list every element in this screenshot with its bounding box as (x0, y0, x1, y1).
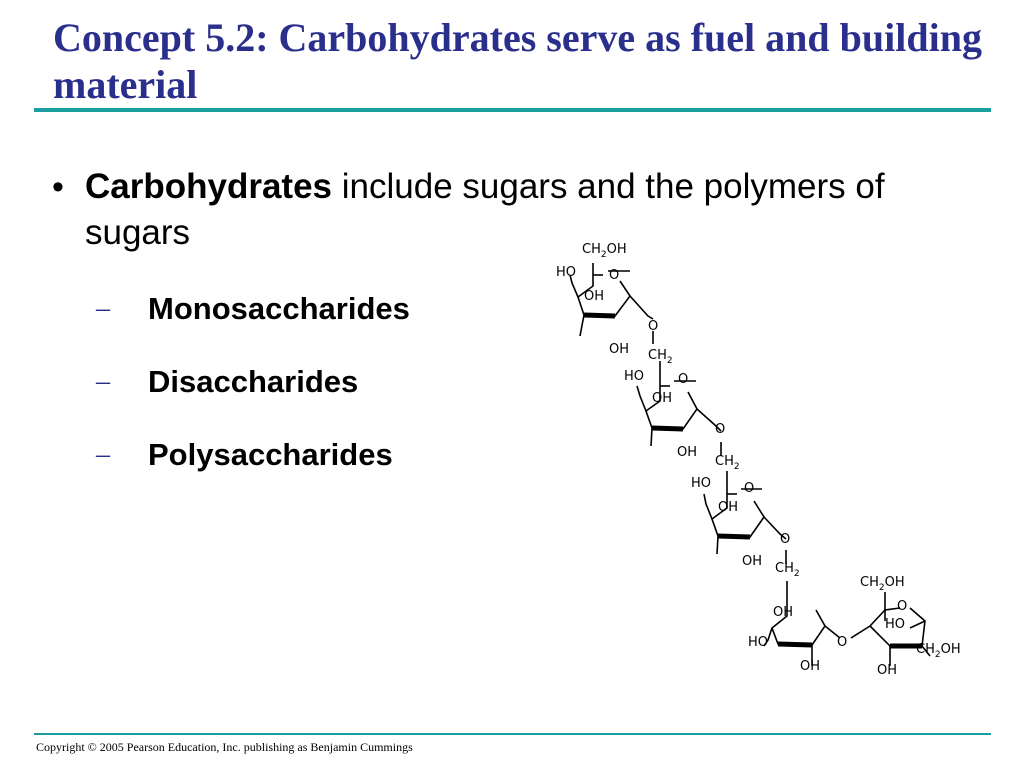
oh-label: OH (652, 391, 673, 406)
oh-label: OH (742, 554, 763, 569)
bullet-body: include sugars and the polymers of sugars (85, 167, 885, 252)
polysaccharide-structure-diagram (540, 236, 1000, 686)
sub-bullet-label: Disaccharides (148, 364, 359, 399)
dash-icon: – (96, 366, 110, 397)
ring-oxygen-label: O (897, 599, 908, 614)
ring-oxygen-label: O (744, 481, 755, 496)
ch2oh-label: $CH_2OH$ (860, 575, 905, 593)
ho-label: HO (624, 369, 645, 384)
bullet-bold-term: Carbohydrates (85, 167, 333, 206)
title-divider (34, 108, 991, 112)
ho-label: HO (885, 617, 906, 632)
ring-oxygen-label: O (609, 268, 620, 283)
ho-label: HO (691, 476, 712, 491)
oh-label: OH (773, 605, 794, 620)
oh-label: OH (800, 659, 821, 674)
glycosidic-oxygen-label: O (780, 532, 791, 547)
ch2oh-label: $CH_2OH$ (916, 642, 961, 660)
ch2-label: $CH_2$ (775, 561, 800, 579)
ring-oxygen-label: O (678, 372, 689, 387)
sub-bullet-polysaccharides (96, 435, 516, 475)
ho-label: HO (748, 635, 769, 650)
chain-labels (556, 242, 961, 678)
slide-title: Concept 5.2: Carbohydrates serve as fuel and building material (53, 15, 982, 107)
oh-label: OH (877, 663, 898, 678)
oh-label: OH (718, 500, 739, 515)
oh-label: OH (677, 445, 698, 460)
bullet-icon: • (52, 168, 64, 206)
sub-bullet-label: Polysaccharides (148, 437, 393, 472)
copyright-footer: Copyright © 2005 Pearson Education, Inc. publishing as Benjamin Cummings (36, 740, 413, 754)
ch2oh-label: $CH_2OH$ (582, 242, 627, 260)
dash-icon: – (96, 293, 110, 324)
sub-bullet-disaccharides (96, 362, 516, 402)
glycosidic-oxygen-label: O (648, 319, 659, 334)
oh-label: OH (584, 289, 605, 304)
glycosidic-oxygen-label: O (715, 422, 726, 437)
ch2-label: $CH_2$ (648, 348, 673, 366)
glycosidic-oxygen-label: O (837, 635, 848, 650)
oh-label: OH (609, 342, 630, 357)
sugar-chain-svg (540, 236, 1000, 686)
dash-icon: – (96, 439, 110, 470)
ho-label: HO (556, 265, 577, 280)
ch2-label: $CH_2$ (715, 454, 740, 472)
sub-bullet-label: Monosaccharides (148, 291, 410, 326)
sub-bullet-monosaccharides (96, 289, 516, 329)
chain-bonds (570, 263, 930, 666)
footer-divider (34, 733, 991, 735)
